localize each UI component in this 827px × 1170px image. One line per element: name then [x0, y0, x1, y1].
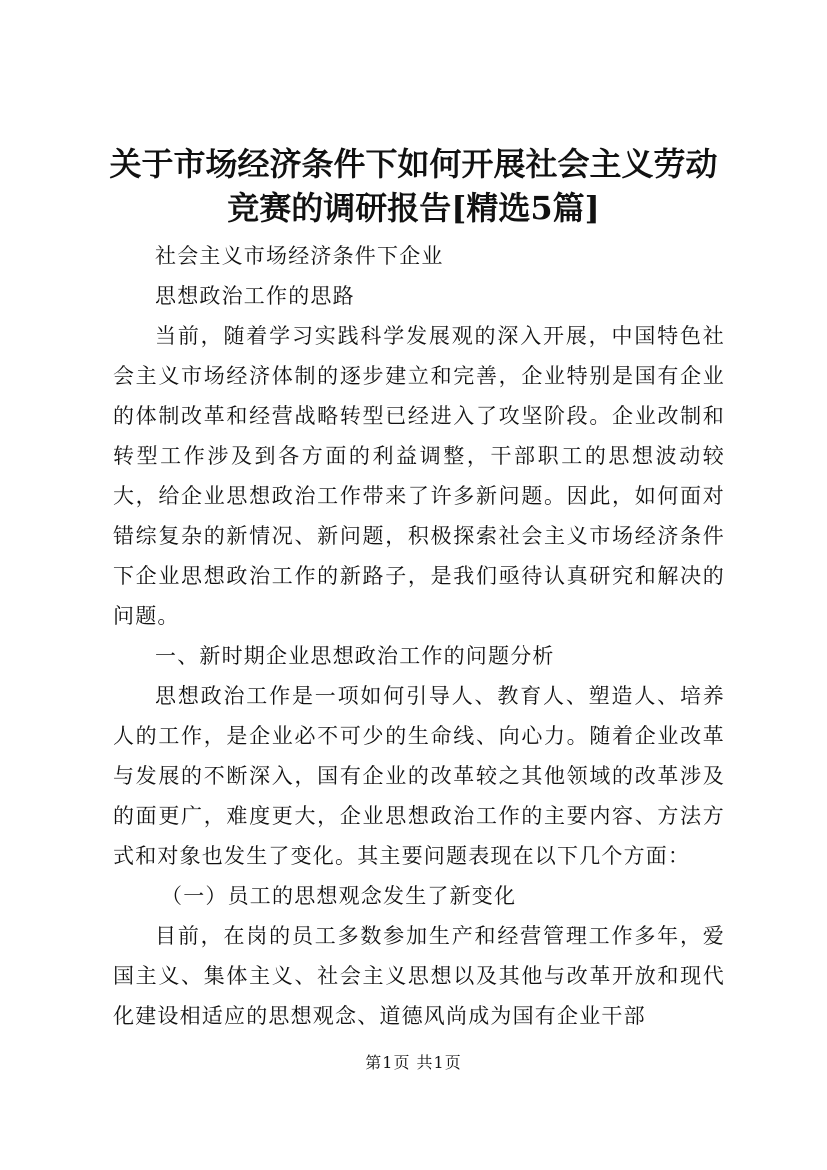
paragraph-2: 思想政治工作的思路: [155, 284, 355, 308]
section-heading-1: 一、新时期企业思想政治工作的问题分析: [155, 644, 555, 668]
page-footer: 第1页 共1页: [365, 1053, 462, 1072]
paragraph-3: 当前，随着学习实践科学发展观的深入开展，中国特色社会主义市场经济体制的逐步建立和完善，企业特别是国有企业的体制改革和经营战略转型已经进入了攻坚阶段。企业改制和转型工作涉及到各方面的利益调整，干部职工的思想波动较大，给企业思想政治工作带来了许多新问题。因此，如何面对错综复杂的新情况、新问题，积极探索社会主义市场经济条件下企业思想政治工作的新路子，是我们亟待认真研究和解决的问题。: [113, 324, 725, 628]
paragraph-7: 目前，在岗的员工多数参加生产和经营管理工作多年，爱国主义、集体主义、社会主义思想以及其他与改革开放和现代化建设相适应的思想观念、道德风尚成为国有企业干部: [113, 924, 725, 1028]
document-title: 关于市场经济条件下如何开展社会主义劳动竞赛的调研报告[精选5篇]: [109, 145, 718, 227]
document-body: [113, 236, 725, 1036]
subsection-heading-1: （一）员工的思想观念发生了新变化: [161, 884, 517, 908]
paragraph-1: 社会主义市场经济条件下企业: [155, 244, 444, 268]
paragraph-5: 思想政治工作是一项如何引导人、教育人、塑造人、培养人的工作，是企业必不可少的生命线、向心力。随着企业改革与发展的不断深入，国有企业的改革较之其他领域的改革涉及的面更广，难度更大，企业思想政治工作的主要内容、方法方式和对象也发生了变化。其主要问题表现在以下几个方面：: [113, 684, 725, 868]
